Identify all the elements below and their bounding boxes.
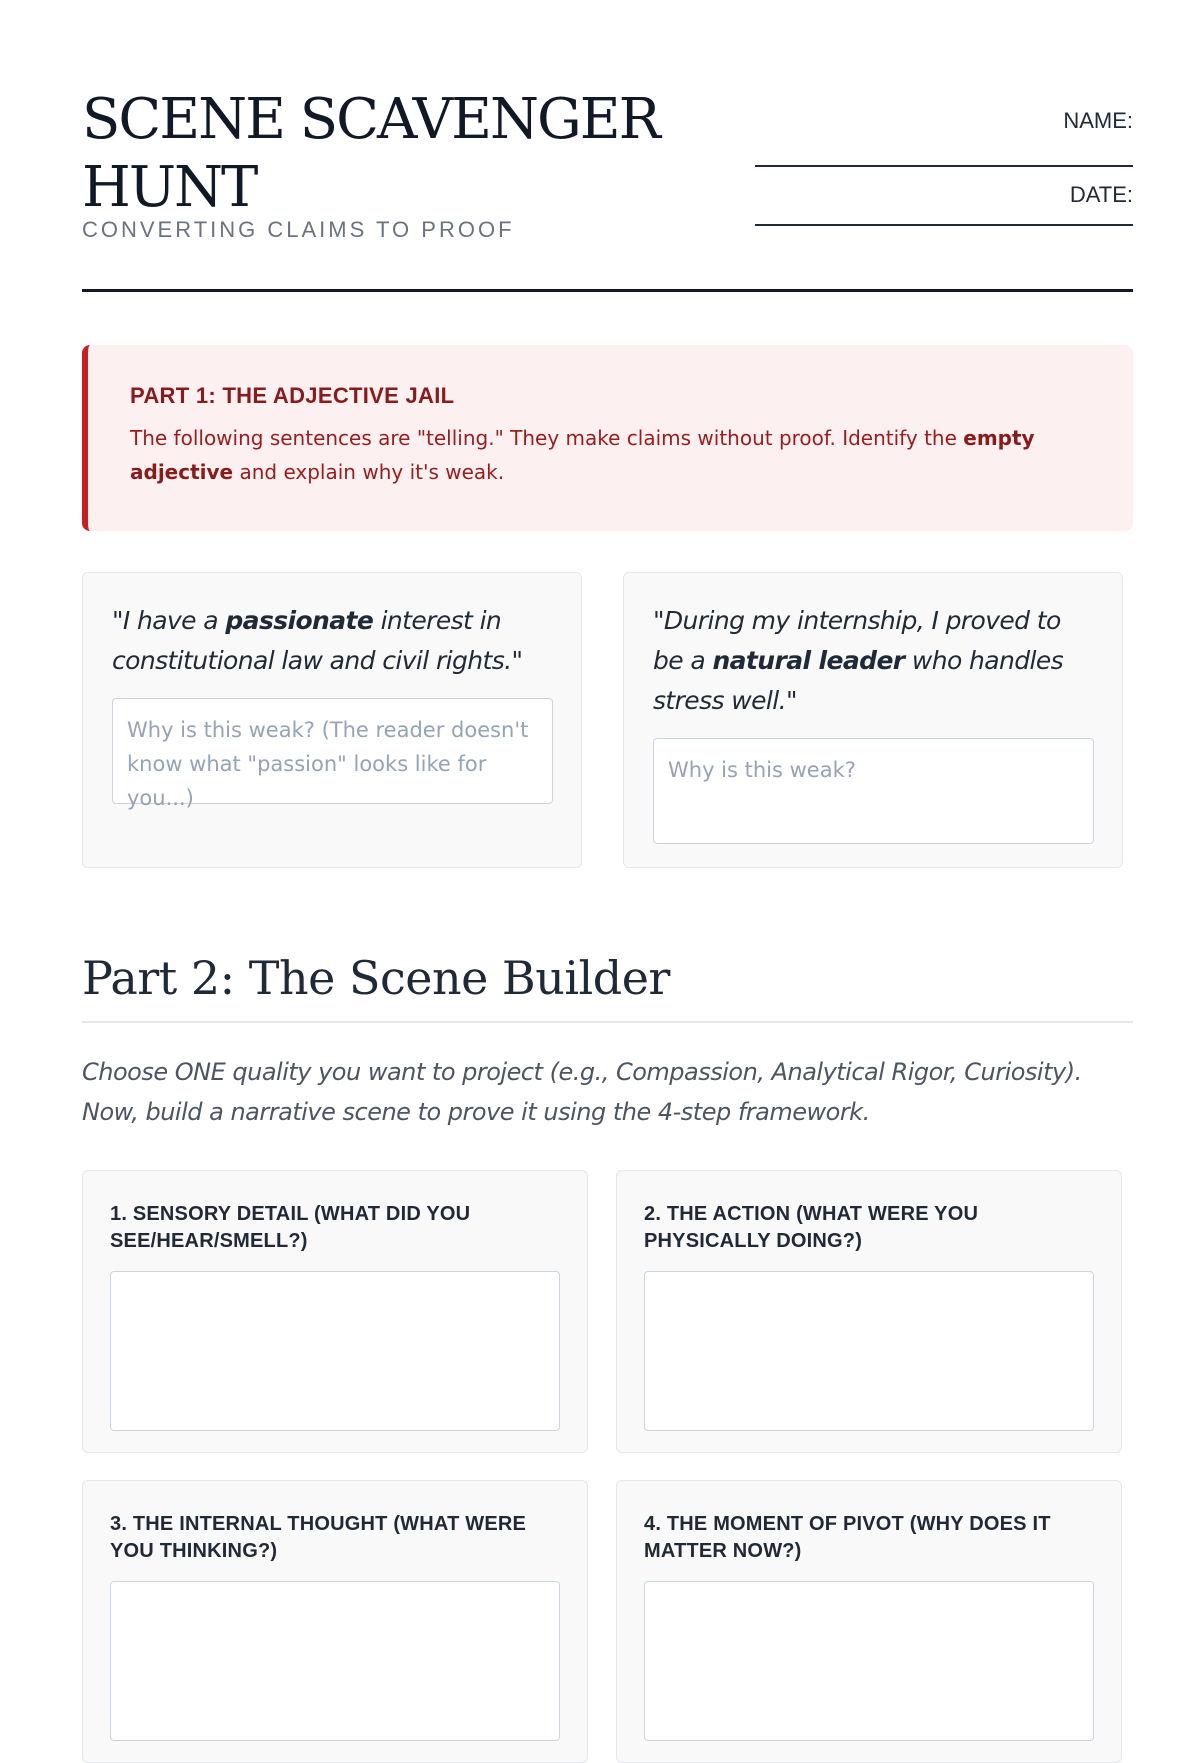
step-answer-input[interactable] — [110, 1581, 560, 1741]
name-label: NAME: — [1063, 108, 1133, 133]
part1-title: PART 1: THE ADJECTIVE JAIL — [130, 383, 455, 408]
part2-title: Part 2: The Scene Builder — [82, 951, 670, 1005]
step-label: 3. THE INTERNAL THOUGHT (WHAT WERE YOU THINKING?) — [110, 1513, 527, 1562]
step-label: 1. SENSORY DETAIL (WHAT DID YOU SEE/HEAR/SMELL?) — [110, 1203, 471, 1252]
quote-adjective: natural leader — [712, 646, 905, 675]
date-label: DATE: — [1069, 182, 1133, 207]
quote-text: "During my internship, I proved to be a — [653, 606, 1061, 675]
step-answer-input[interactable] — [644, 1271, 1094, 1431]
quote-adjective: passionate — [225, 606, 374, 635]
quote-text-end: interest in constitutional law and civil rights." — [112, 606, 523, 675]
step-card-sensory — [82, 1170, 588, 1453]
worksheet-header — [82, 86, 1133, 292]
step-card-action — [616, 1170, 1122, 1453]
sentence-card-2 — [623, 572, 1123, 868]
step-answer-input[interactable] — [644, 1581, 1094, 1741]
sentence-quote — [112, 601, 553, 681]
part1-intro — [130, 421, 1093, 489]
part1-intro-text: The following sentences are "telling." They make claims without proof. Identify the — [130, 426, 964, 450]
page-subtitle: CONVERTING CLAIMS TO PROOF — [82, 217, 515, 242]
sentence-card-1 — [82, 572, 582, 868]
part2-intro: Choose ONE quality you want to project (e.g., Compassion, Analytical Rigor, Curiosity). Now, build a narrative scene to prove it using the 4-step framework. — [82, 1058, 1082, 1126]
sentence-quote — [653, 601, 1094, 721]
step-answer-input[interactable] — [110, 1271, 560, 1431]
weakness-answer-input[interactable]: Why is this weak? (The reader doesn't know what "passion" looks like for you...) — [112, 698, 553, 804]
step-card-thought — [82, 1480, 588, 1763]
quote-text-end: who handles stress well." — [653, 646, 1064, 715]
quote-text: "I have a — [112, 606, 226, 635]
part2-divider — [82, 1021, 1133, 1023]
step-card-pivot — [616, 1480, 1122, 1763]
date-line[interactable] — [755, 224, 1133, 226]
part1-intro-text-end: and explain why it's weak. — [233, 460, 505, 484]
header-divider — [82, 289, 1133, 292]
step-label: 4. THE MOMENT OF PIVOT (WHY DOES IT MATTER NOW?) — [644, 1513, 1051, 1562]
page-title: SCENE SCAVENGER HUNT — [82, 87, 659, 220]
student-fields — [755, 86, 1133, 234]
worksheet-page — [82, 0, 1133, 1600]
name-field[interactable] — [755, 86, 1133, 160]
part1-callout — [82, 345, 1133, 531]
date-field[interactable] — [755, 160, 1133, 234]
step-label: 2. THE ACTION (WHAT WERE YOU PHYSICALLY DOING?) — [644, 1203, 979, 1252]
part1-intro-emphasis: empty adjective — [130, 426, 1035, 484]
weakness-answer-input[interactable]: Why is this weak? — [653, 738, 1094, 844]
